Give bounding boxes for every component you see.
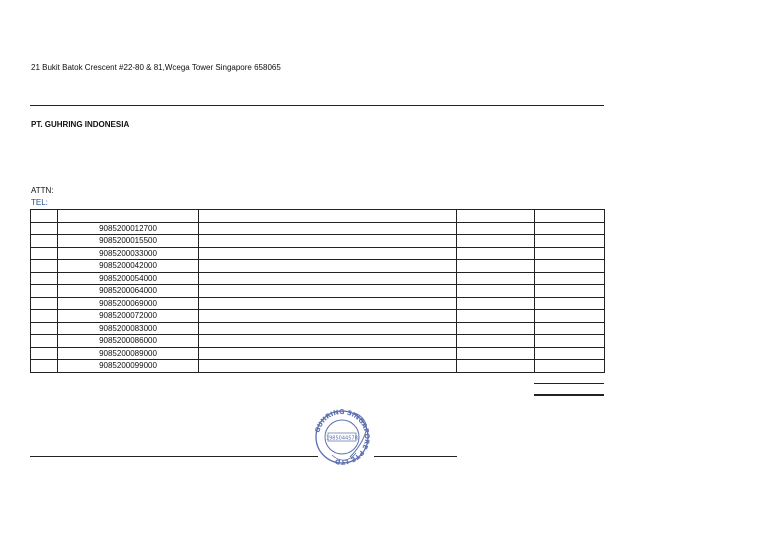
signature-line — [30, 456, 318, 457]
item-code: 9085200086000 — [58, 335, 199, 348]
table-cell — [31, 235, 58, 248]
table-cell — [457, 297, 535, 310]
company-stamp — [310, 405, 376, 465]
item-code: 9085200054000 — [58, 272, 199, 285]
table-cell — [457, 310, 535, 323]
item-code: 9085200042000 — [58, 260, 199, 273]
table-row — [31, 310, 605, 323]
table-cell — [535, 285, 605, 298]
table-cell — [535, 360, 605, 373]
table-row — [31, 222, 605, 235]
table-cell — [199, 210, 457, 223]
table-cell — [535, 335, 605, 348]
table-cell — [31, 260, 58, 273]
table-row — [31, 235, 605, 248]
table-cell — [31, 247, 58, 260]
header-divider — [30, 105, 604, 106]
table-row — [31, 347, 605, 360]
table-cell — [535, 347, 605, 360]
table-row — [31, 335, 605, 348]
total-underline — [534, 383, 604, 384]
table-cell — [457, 272, 535, 285]
table-cell — [199, 247, 457, 260]
table-cell — [199, 260, 457, 273]
table-cell — [31, 310, 58, 323]
table-cell — [457, 222, 535, 235]
table-row — [31, 272, 605, 285]
items-table-body — [31, 210, 605, 373]
table-header-row — [31, 210, 605, 223]
table-cell — [535, 210, 605, 223]
date-line — [374, 456, 457, 457]
table-cell — [535, 235, 605, 248]
table-cell — [535, 310, 605, 323]
table-row — [31, 322, 605, 335]
item-code: 9085200069000 — [58, 297, 199, 310]
table-cell — [457, 360, 535, 373]
table-cell — [199, 222, 457, 235]
table-row — [31, 247, 605, 260]
total-double-underline — [534, 394, 604, 396]
table-cell — [58, 210, 199, 223]
table-cell — [535, 260, 605, 273]
item-code: 9085200012700 — [58, 222, 199, 235]
table-cell — [31, 222, 58, 235]
table-cell — [199, 347, 457, 360]
table-cell — [199, 297, 457, 310]
svg-text:198504457R: 198504457R — [325, 435, 359, 442]
item-code: 9085200089000 — [58, 347, 199, 360]
table-cell — [31, 347, 58, 360]
table-row — [31, 260, 605, 273]
table-cell — [199, 360, 457, 373]
svg-text:GUHRING SINGAPORE PTE LTD: GUHRING SINGAPORE PTE LTD — [313, 407, 372, 465]
table-cell — [31, 335, 58, 348]
item-code: 9085200064000 — [58, 285, 199, 298]
table-cell — [31, 322, 58, 335]
table-row — [31, 360, 605, 373]
table-cell — [199, 285, 457, 298]
table-cell — [199, 335, 457, 348]
item-code: 9085200099000 — [58, 360, 199, 373]
item-code: 9085200072000 — [58, 310, 199, 323]
company-seal-icon — [310, 405, 376, 465]
table-cell — [457, 335, 535, 348]
table-row — [31, 285, 605, 298]
table-cell — [535, 297, 605, 310]
table-cell — [199, 272, 457, 285]
table-cell — [535, 247, 605, 260]
table-cell — [535, 222, 605, 235]
table-cell — [31, 360, 58, 373]
table-cell — [31, 210, 58, 223]
table-cell — [31, 297, 58, 310]
recipient-company: PT. GUHRING INDONESIA — [31, 120, 130, 129]
table-cell — [457, 247, 535, 260]
item-code: 9085200015500 — [58, 235, 199, 248]
table-cell — [457, 210, 535, 223]
table-cell — [535, 322, 605, 335]
table-cell — [31, 285, 58, 298]
item-code: 9085200083000 — [58, 322, 199, 335]
item-code: 9085200033000 — [58, 247, 199, 260]
table-cell — [457, 347, 535, 360]
table-cell — [199, 322, 457, 335]
table-cell — [457, 322, 535, 335]
sender-address: 21 Bukit Batok Crescent #22-80 & 81,Wcega Tower Singapore 658065 — [31, 63, 281, 72]
items-table — [30, 209, 605, 373]
table-cell — [199, 310, 457, 323]
table-cell — [31, 272, 58, 285]
table-row — [31, 297, 605, 310]
table-cell — [199, 235, 457, 248]
tel-label: TEL: — [31, 198, 48, 207]
table-cell — [457, 235, 535, 248]
table-cell — [457, 260, 535, 273]
table-cell — [457, 285, 535, 298]
table-cell — [535, 272, 605, 285]
attn-label: ATTN: — [31, 186, 54, 195]
